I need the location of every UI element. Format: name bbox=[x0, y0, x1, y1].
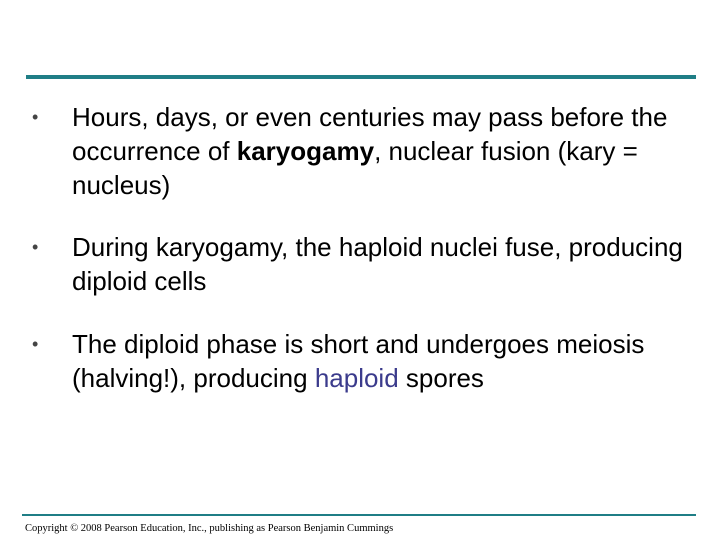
bold-term-karyogamy: karyogamy bbox=[236, 136, 375, 166]
copyright-footer: Copyright © 2008 Pearson Education, Inc., publishing as Pearson Benjamin Cummings bbox=[25, 523, 394, 534]
top-divider bbox=[26, 75, 696, 79]
bullet-item-nuclei-fuse bbox=[32, 230, 688, 298]
bullet-icon: • bbox=[32, 334, 39, 354]
bullet-item-diploid-phase bbox=[32, 327, 688, 395]
bullet-item-karyogamy-timing bbox=[32, 100, 688, 202]
bullet-icon: • bbox=[32, 107, 39, 127]
bullet-text-after: , nuclear fusion (kary = nucleus) bbox=[72, 136, 638, 200]
highlighted-term-haploid: haploid bbox=[314, 363, 399, 393]
bottom-divider bbox=[22, 514, 696, 516]
bullet-text-before: The diploid phase is short and undergoes meiosis (halving!), producing bbox=[72, 329, 645, 393]
bullet-text-before: Hours, days, or even centuries may pass before the occurrence of bbox=[72, 102, 668, 166]
bullet-icon: • bbox=[32, 237, 39, 257]
bullet-text-after: spores bbox=[398, 363, 484, 393]
bullet-text: During karyogamy, the haploid nuclei fuse, producing diploid cells bbox=[72, 232, 683, 296]
